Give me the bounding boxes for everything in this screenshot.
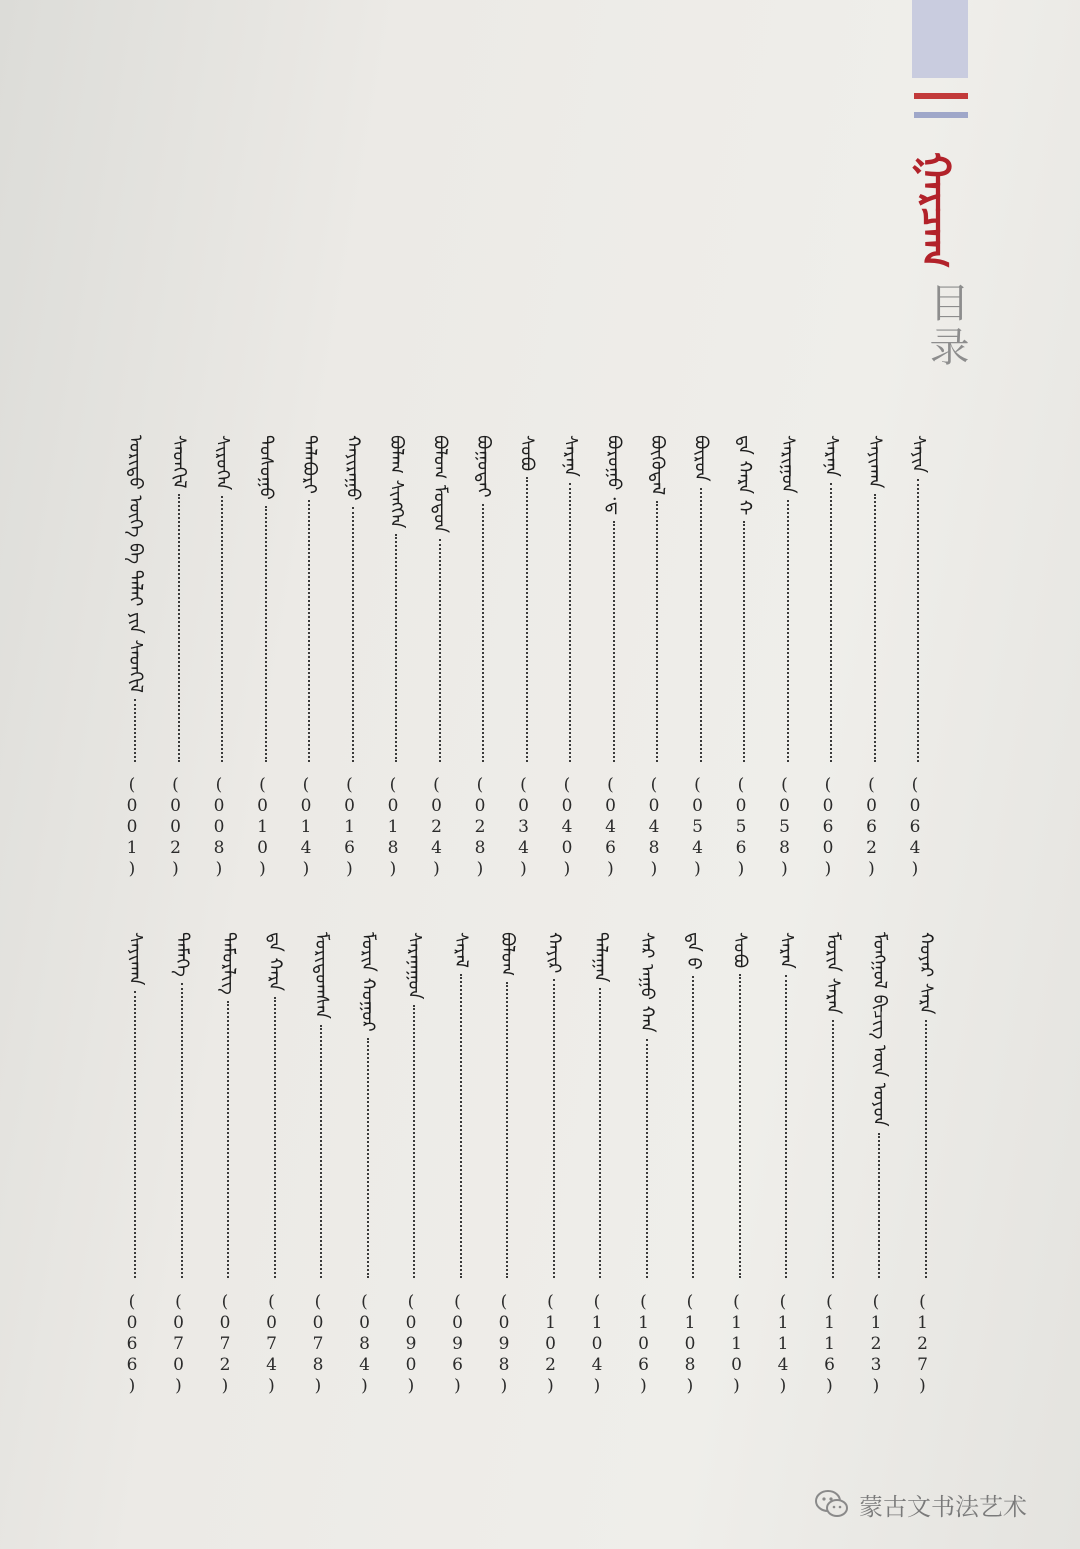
toc-dot-leader — [274, 997, 276, 1278]
toc-entry-title: ᠤᠷᠢᠳᠤ ᠦᠭᠡ ᠪᠠ ᠳᠠᠯᠠᠢ ᠶᠢᠨ ᠰᠡᠳᠬᠢᠯ — [125, 435, 146, 693]
toc-entry-title: ᠲᠣᠰᠣᠭᠣ — [255, 435, 277, 500]
wechat-icon — [815, 1489, 849, 1519]
toc-page-number: (123) — [866, 1292, 886, 1397]
watermark — [815, 1486, 1027, 1522]
toc-page-number: (090) — [401, 1292, 421, 1397]
toc-page-number: (114) — [773, 1292, 793, 1397]
toc-entry-title: ᠪᠤᠭᠤᠳᠠᠢ — [473, 435, 494, 498]
toc-entry-title: ᠮᠣᠷᠢᠨ ᠰᠠᠷᠠᠨ — [822, 932, 844, 1015]
toc-entry-title: ᠰᠠᠷᠢᠭᠤᠨ — [777, 435, 799, 494]
toc-entry — [492, 0, 524, 1549]
toc-entry-title: ᠰᠠᠶᠢᠬᠠᠨ — [125, 932, 146, 986]
toc-entry-title: ᠲᠠᠯᠠᠪᠤᠷᠢ — [299, 435, 320, 494]
toc-entry-title: ᠲᠠᠯᠠᠭᠠᠨ — [590, 932, 611, 983]
toc-entry — [539, 0, 571, 1549]
toc-page-number: (098) — [494, 1292, 514, 1397]
toc-page-number: (018) — [383, 775, 403, 880]
toc-page-number: (116) — [819, 1292, 840, 1397]
toc-entry-title: ᠰᠢᠷᠦᠭᠡᠨ — [212, 435, 233, 491]
toc-entry — [399, 0, 431, 1549]
toc-page-number: (014) — [296, 775, 316, 880]
toc-entry-title: ᠬᠣᠶᠠᠷ ᠰᠠᠷᠠ — [915, 932, 937, 1015]
toc-entry — [213, 0, 245, 1549]
toc-page-number: (046) — [600, 775, 621, 880]
toc-entry — [120, 0, 152, 1549]
toc-entry-title: ᠰᠠᠷᠠᠨ — [776, 932, 797, 969]
page-title-mongolian-text: ᠭᠠᠷᠴᠠᠭ — [912, 151, 959, 269]
toc-entry-title: ᠰᠤᠪᠤ — [729, 932, 751, 969]
toc-entry — [911, 0, 943, 1549]
toc-dot-leader — [646, 1039, 648, 1278]
toc-dot-leader — [367, 1038, 369, 1278]
toc-entry-title: ᠳᠠ ᠬᠠᠷᠠ ᠬ — [734, 435, 755, 516]
toc-dot-leader — [526, 477, 528, 762]
toc-dot-leader — [692, 976, 694, 1278]
toc-entry-title: ᠪᠦᠷᠦᠨ — [690, 435, 712, 482]
toc-entry-title: ᠬᠠᠶᠢᠷᠠᠭᠤ — [342, 435, 364, 501]
toc-page-number: (008) — [209, 775, 229, 880]
toc-page-number: (028) — [470, 775, 490, 880]
toc-dot-leader — [739, 974, 741, 1278]
toc-entry — [306, 0, 338, 1549]
toc-dot-leader — [181, 983, 183, 1278]
toc-page-number: (054) — [687, 775, 708, 880]
watermark-text: 蒙古文书法艺术 — [859, 1492, 1027, 1521]
toc-dot-leader — [878, 1133, 880, 1279]
toc-dot-leader — [413, 1005, 415, 1278]
toc-page-number: (064) — [905, 775, 925, 880]
toc-dot-leader — [832, 1020, 834, 1278]
toc-entry-title: ᠰᠤᠪᠤ — [516, 435, 538, 472]
toc-entry-title: ᠳᠠ ᠪ — [683, 932, 704, 970]
toc-dot-leader — [460, 974, 462, 1278]
toc-page-number: (066) — [122, 1292, 142, 1397]
toc-page-number: (034) — [513, 775, 534, 880]
toc-entry-title: ᠪᠤᠯᠠᠭ ᠰᠢᠩᠭᠡᠨ — [386, 435, 407, 529]
toc-entry-title: ᠰᠠᠷᠠᠯ — [450, 932, 472, 968]
toc-entry — [818, 0, 850, 1549]
toc-entry — [725, 0, 757, 1549]
toc-dot-leader — [134, 991, 136, 1278]
toc-entry — [632, 0, 664, 1549]
toc-entry-title: ᠰᠡᠳᠬᠢᠯ — [168, 435, 190, 489]
toc-page-number: (127) — [912, 1292, 933, 1397]
toc-page-number: (048) — [644, 775, 664, 880]
toc-entry — [446, 0, 478, 1549]
toc-entry — [260, 0, 292, 1549]
toc-entry-title: ᠬᠠᠶᠢᠷ — [543, 932, 565, 974]
toc-page-number: (062) — [861, 775, 882, 880]
toc-page-number: (078) — [308, 1292, 328, 1397]
toc-dot-leader — [925, 1020, 927, 1278]
toc-entry-title: ᠪᠣᠷᠣᠭᠤ ·ᠳ — [603, 435, 625, 516]
toc-entry-title: ᠰᠠᠷᠠᠨᠠ — [560, 435, 581, 477]
toc-page-number: (010) — [252, 775, 273, 880]
toc-dot-leader — [439, 539, 441, 762]
toc-page-number: (102) — [540, 1292, 561, 1397]
toc-entry-title: ᠰᠠᠶᠢᠬᠠᠨ — [864, 435, 886, 489]
toc-page-number: (072) — [215, 1292, 235, 1397]
toc-entry-title: ᠪᠤᠯᠤᠭ — [497, 932, 518, 977]
page-title-chinese: 目录 — [923, 282, 969, 370]
toc-page-number: (056) — [731, 775, 751, 880]
toc-page-number: (096) — [447, 1292, 468, 1397]
toc-dot-leader — [395, 534, 397, 762]
toc-page-number: (108) — [680, 1292, 700, 1397]
toc-entry — [585, 0, 617, 1549]
toc-entry-title: ᠰᠠᠷᠠᠨᠠᠭᠤᠨ — [404, 932, 425, 1000]
toc-dot-leader — [482, 504, 484, 763]
toc-page-number: (001) — [122, 775, 142, 880]
toc-dot-leader — [320, 1025, 322, 1278]
toc-entry — [678, 0, 710, 1549]
toc-entry-title: ᠪᠦᠭᠦᠳᠡᠯ — [647, 435, 668, 496]
toc-page-number: (040) — [557, 775, 577, 880]
toc-page-number: (002) — [165, 775, 186, 880]
toc-page-number: (070) — [168, 1292, 189, 1397]
toc-entry — [861, 0, 896, 1549]
toc-page-number: (060) — [818, 775, 838, 880]
toc-dot-leader — [599, 988, 601, 1278]
toc-dot-leader — [227, 1001, 229, 1278]
toc-page-number: (058) — [774, 775, 795, 880]
toc-dot-leader — [553, 979, 555, 1278]
toc-page-number: (016) — [339, 775, 360, 880]
toc-entry-title: ᠪᠤᠯᠤᠭ ᠮᠣᠳᠣᠨ — [429, 435, 451, 534]
toc-entry-title: ᠲᠡᠮᠦᠷᠯᠢᠭ — [218, 932, 239, 995]
toc-entry-title: ᠰᠠᠷ ᠠᠭᠤ ᠬᠠᠨ — [636, 932, 658, 1033]
toc-page-number: (074) — [261, 1292, 282, 1397]
toc-entry-title: ᠮᠣᠩᠭᠣᠯ ᠪᠢᠴᠢᠭ ᠦᠨ ᠣᠶᠤᠨ — [869, 932, 890, 1127]
toc-page-number: (024) — [426, 775, 447, 880]
toc-entry — [353, 0, 385, 1549]
toc-entry — [167, 0, 199, 1549]
toc-entry-title: ᠰᠠᠷᠠᠨᠠ — [821, 435, 842, 477]
toc-entry-title: ᠲᠡᠮᠡᠭᠡ — [171, 932, 193, 977]
toc-dot-leader — [506, 982, 508, 1278]
toc-entry-title: ᠰᠠᠶᠢᠨ — [908, 435, 929, 474]
toc-page-number: (084) — [354, 1292, 375, 1397]
toc-entry-title: ᠮᠣᠷᠢᠨ ᠬᠤᠭᠤᠷ — [357, 932, 379, 1032]
toc-page-number: (110) — [726, 1292, 747, 1397]
toc-entry-title: ᠳᠠ ᠬᠠᠷᠠ — [264, 932, 286, 992]
toc-page-number: (104) — [587, 1292, 607, 1397]
toc-entry-title: ᠮᠣᠷᠢᠳᠤᠭᠰᠠᠨ — [311, 932, 332, 1019]
toc-dot-leader — [785, 975, 787, 1278]
toc-page-number: (106) — [633, 1292, 654, 1397]
toc-entry — [771, 0, 803, 1549]
